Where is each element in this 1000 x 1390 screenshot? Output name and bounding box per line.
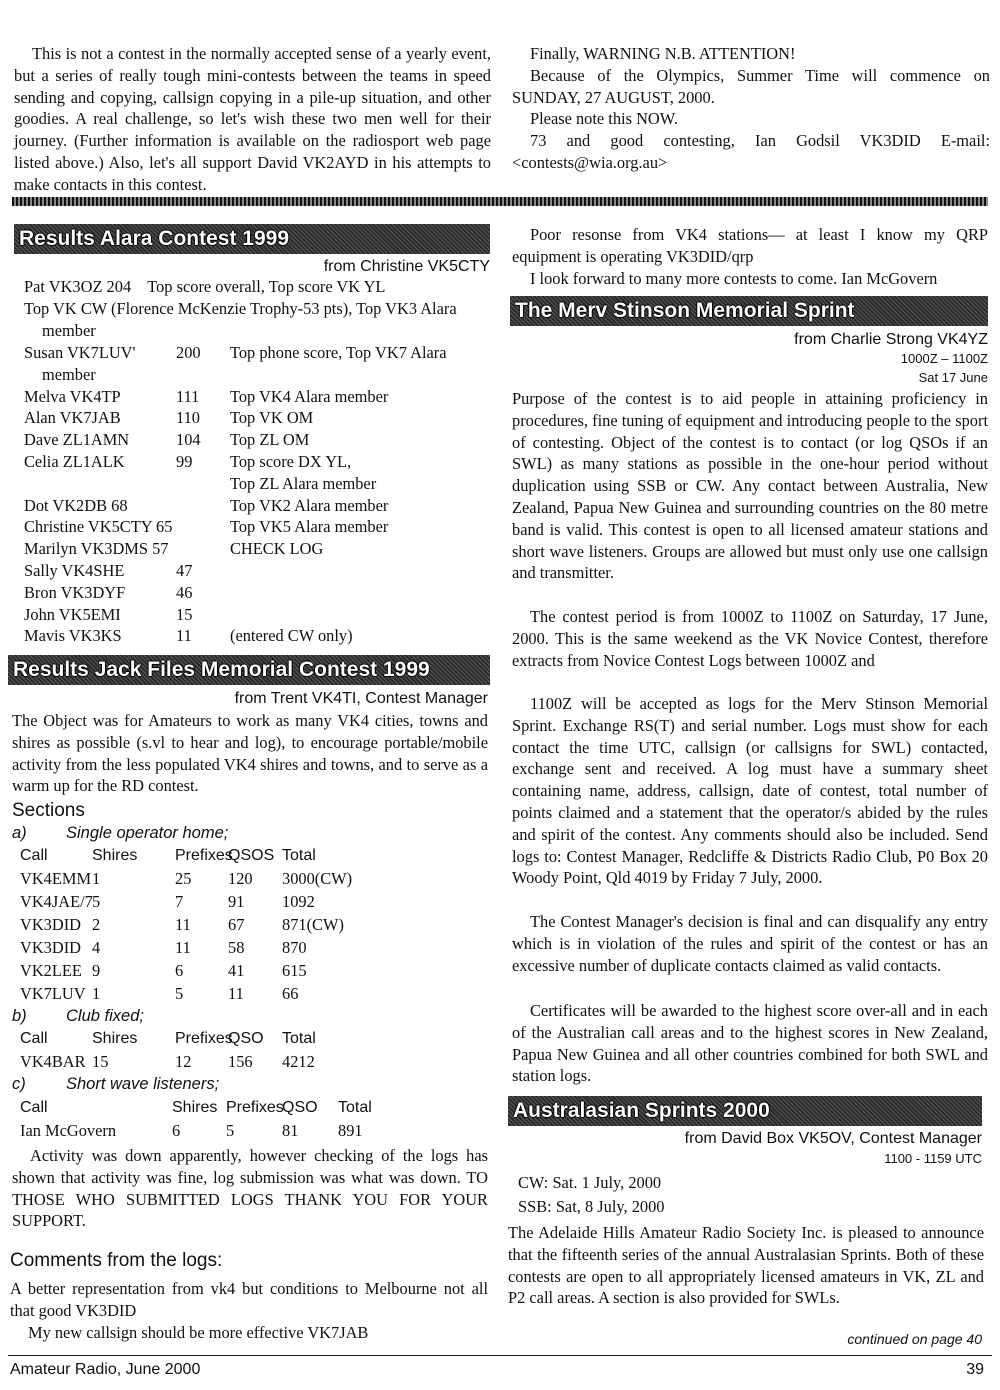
section-c-header-cell: Prefixes (226, 1099, 284, 1116)
section-divider (12, 197, 988, 206)
alara-note: Top VK2 Alara member (230, 495, 389, 515)
section-a-row (20, 891, 480, 914)
alara-note-continued: member (42, 364, 96, 384)
jack-from: from Trent VK4TI, Contest Manager (234, 690, 488, 707)
section-a-cell: 9 (92, 961, 101, 980)
alara-note: Top VK5 Alara member (230, 517, 389, 537)
section-a-cell: 11 (175, 938, 191, 957)
footer-publication: Amateur Radio, June 2000 (10, 1361, 201, 1378)
alara-row (24, 342, 490, 386)
section-a-cell: VK3DID (20, 938, 82, 957)
alara-name: Mavis VK3KS (24, 626, 122, 646)
section-a-cell: 91 (228, 892, 245, 911)
section-a-header-cell: Call (20, 847, 48, 864)
continued-note: continued on page 40 (847, 1331, 982, 1347)
alara-name: Christine VK5CTY 65 (24, 517, 173, 537)
alara-row (24, 386, 490, 408)
alara-score: 46 (176, 582, 193, 602)
alara-name: Susan VK7LUV' (24, 343, 136, 362)
section-a-label: a) (12, 824, 27, 842)
section-b-cell: 4212 (282, 1052, 315, 1071)
section-b-cell: 15 (92, 1052, 109, 1071)
merv-purpose: Purpose of the contest is to aid people in attaining proficiency in procedures, fine tuning of equipment and introducing people to the sport of contesting. Object of the contest is to contact (or log QSOs if an SWL) as many stations as possible in the one-hour period without duplication using SSB or CW. Any contact between Australia, New Zealand, Papua New Guinea and surrounding countries on the 80 metre band is valid. This contest is open to all licensed amateur stations and short wave listeners. Groups are allowed but must only use one callsign and transmitter. (512, 389, 988, 583)
alara-row (24, 516, 490, 538)
alara-row (24, 560, 490, 582)
alara-name: Sally VK4SHE (24, 561, 125, 580)
section-b-cell: 156 (228, 1052, 253, 1071)
alara-row (24, 582, 490, 604)
warning-heading: Finally, WARNING N.B. ATTENTION! (530, 44, 796, 63)
alara-name: Bron VK3DYF (24, 582, 126, 602)
section-a-header-row (20, 845, 480, 868)
merv-time: 1000Z – 1100Z (900, 351, 988, 366)
section-c-row (20, 1120, 480, 1143)
section-a-cell: 4 (92, 938, 101, 957)
warning-block (512, 43, 990, 174)
section-a-cell: 7 (175, 892, 184, 911)
alara-title-banner: Results Alara Contest 1999 (14, 224, 490, 254)
alara-score: 104 (176, 430, 201, 450)
section-b-header-cell: Call (20, 1030, 48, 1047)
aus-utc: 1100 - 1159 UTC (884, 1151, 982, 1166)
alara-note: Top ZL OM (230, 430, 310, 450)
section-a-cell: 11 (175, 915, 191, 934)
merv-date: Sat 17 June (918, 370, 988, 385)
section-c-header-cell: QSO (282, 1099, 318, 1116)
aus-title-banner: Australasian Sprints 2000 (508, 1096, 982, 1126)
section-b-header-cell: Total (282, 1030, 316, 1047)
alara-results-table (24, 342, 490, 647)
section-a-cell: 41 (228, 961, 245, 980)
alara-score: 15 (176, 604, 193, 624)
section-a-cell: 870 (282, 938, 307, 957)
alara-score: 11 (176, 626, 192, 646)
section-c-label: c) (12, 1075, 26, 1093)
section-a-table (20, 845, 480, 1005)
forward-paragraph: I look forward to many more contests to come. Ian McGovern (530, 269, 938, 288)
poor-response-paragraph: Poor resonse from VK4 stations— at least I know my QRP equipment is operating VK3DID/qrp (512, 225, 988, 266)
comment-1: A better representation from vk4 but conditions to Melbourne not all that good VK3DID (10, 1279, 488, 1320)
alara-note: Top score DX YL, (230, 452, 352, 471)
alara-note: Top ZL Alara member (230, 473, 377, 493)
section-b-row (20, 1051, 480, 1074)
merv-logs: 1100Z will be accepted as logs for the Merv Stinson Memorial Sprint. Exchange RS(T) and serial number. Logs must show for each contact the time UTC, callsign (or callsigns for SWL) contacted, exchange sent and received. A log must have a summary sheet containing name, address, callsign, date of contest, total number of points claimed and a statement that the operator/s abided by the rules and spirit of the contest. Any comments should also be included. Send logs to: Contest Manager, Redcliffe & Districts Radio Club, P0 Box 20 Woody Point, Qld 4019 by Friday 7 July, 2000. (512, 694, 988, 888)
page-number: 39 (966, 1361, 984, 1378)
alara-note: CHECK LOG (230, 539, 324, 559)
section-a-header-cell: Total (282, 847, 316, 864)
merv-from: from Charlie Strong VK4YZ (794, 331, 988, 348)
alara-note: Top VK OM (230, 408, 314, 428)
section-a-cell: 67 (228, 915, 245, 934)
merv-certificates: Certificates will be awarded to the highest score over-all and in each of the Australian call areas and to the highest scores in New Zealand, Papua New Guinea and all other countries combined for both SWL and station logs. (512, 1001, 988, 1086)
alara-row (24, 495, 490, 517)
section-a-cell: VK4EMM (20, 869, 92, 888)
section-a-row (20, 868, 480, 891)
alara-name: Melva VK4TP (24, 386, 121, 406)
section-c-header-cell: Call (20, 1099, 48, 1116)
alara-score: 110 (176, 408, 200, 428)
comments-heading: Comments from the logs: (10, 1250, 223, 1271)
section-a-cell: 615 (282, 961, 307, 980)
section-b-title: Club fixed; (66, 1007, 144, 1025)
alara-row (24, 451, 490, 473)
section-c-cell: 891 (338, 1121, 363, 1140)
intro-paragraph: This is not a contest in the normally accepted sense of a yearly event, but a series of really tough mini-contests between the teams in speed sending and copying, callsign copying in a pile-up situation, and other goodies. A real challenge, so let's wish these two men well for their journey. (Further information is available on the radiosport web page listed above.) Also, let's all support David VK2AYD in his attempts to make contacts in this contest. (14, 44, 491, 194)
aus-from: from David Box VK5OV, Contest Manager (684, 1130, 982, 1147)
section-a-row (20, 937, 480, 960)
section-a-cell: VK2LEE (20, 961, 82, 980)
sections-heading: Sections (12, 800, 85, 821)
merv-title-banner: The Merv Stinson Memorial Sprint (510, 296, 988, 326)
comment-2: My new callsign should be more effective VK7JAB (28, 1323, 369, 1342)
alara-row (24, 407, 490, 429)
section-c-cell: Ian McGovern (20, 1121, 117, 1140)
section-a-header-cell: Shires (92, 847, 138, 864)
olympics-notice: Because of the Olympics, Summer Time will commence on SUNDAY, 27 AUGUST, 2000. (512, 65, 990, 107)
alara-line-1: Pat VK3OZ 204 Top score overall, Top score VK YL (24, 277, 386, 296)
merv-decision: The Contest Manager's decision is final and can disqualify any entry which is in violation of the rules and spirit of the contest or has an excessive number of duplicate contacts claimed as valid contacts. (512, 912, 988, 975)
section-a-cell: 66 (282, 984, 299, 1003)
footer-rule (8, 1355, 992, 1356)
jack-title-banner: Results Jack Files Memorial Contest 1999 (8, 655, 490, 685)
alara-score: 200 (176, 343, 201, 362)
section-b-table (20, 1028, 480, 1076)
section-a-row (20, 960, 480, 983)
section-a-cell: 1 (92, 984, 101, 1003)
alara-row (24, 538, 490, 560)
alara-name: Celia ZL1ALK (24, 452, 125, 471)
section-a-cell: 58 (228, 938, 245, 957)
alara-score: 47 (176, 561, 193, 580)
section-c-cell: 81 (282, 1121, 299, 1140)
alara-score: 111 (176, 386, 200, 406)
section-a-row (20, 983, 480, 1006)
alara-note: Top phone score, Top VK7 Alara (230, 343, 447, 362)
section-c-header-cell: Total (338, 1099, 372, 1116)
section-c-cell: 6 (172, 1121, 181, 1140)
section-c-header-row (20, 1097, 480, 1120)
aus-cw-date: CW: Sat. 1 July, 2000 (518, 1173, 662, 1192)
section-a-cell: 120 (228, 869, 253, 888)
section-b-cell: VK4BAR (20, 1052, 86, 1071)
section-a-cell: 6 (175, 961, 184, 980)
section-b-header-cell: Shires (92, 1030, 138, 1047)
section-a-cell: 25 (175, 869, 192, 888)
section-a-title: Single operator home; (66, 824, 229, 842)
section-a-cell: 3000(CW) (282, 869, 353, 888)
section-c-table (20, 1097, 480, 1145)
merv-period: The contest period is from 1000Z to 1100Z on Saturday, 17 June, 2000. This is the same weekend as the VK Novice Contest, therefore extracts from Novice Contest Logs between 1000Z and (512, 607, 988, 670)
alara-name: Dot VK2DB 68 (24, 495, 128, 515)
section-a-cell: 5 (175, 984, 184, 1003)
activity-paragraph: Activity was down apparently, however checking of the logs has shown that activity was fine, log submission was what was down. TO THOSE WHO SUBMITTED LOGS THANK YOU FOR YOUR SUPPORT. (12, 1146, 488, 1231)
alara-name: Alan VK7JAB (24, 408, 121, 428)
section-a-cell: 11 (228, 984, 244, 1003)
section-b-cell: 12 (175, 1052, 192, 1071)
section-b-header-row (20, 1028, 480, 1051)
section-a-header-cell: QSOS (228, 847, 275, 864)
section-a-cell: 1 (92, 869, 101, 888)
alara-row (24, 473, 490, 495)
alara-note: (entered CW only) (230, 626, 353, 646)
aus-ssb-date: SSB: Sat, 8 July, 2000 (518, 1197, 665, 1216)
section-a-cell: 1092 (282, 892, 315, 911)
alara-line-2: Top VK CW (Florence McKenzie Trophy-53 pts), Top VK3 Alara member (24, 299, 457, 340)
alara-row (24, 604, 490, 626)
section-a-cell: VK4JAE/7 (20, 892, 93, 911)
alara-name: John VK5EMI (24, 604, 121, 624)
alara-name: Marilyn VK3DMS 57 (24, 539, 169, 559)
section-a-cell: 5 (92, 892, 101, 911)
alara-name: Dave ZL1AMN (24, 430, 130, 450)
section-a-cell: VK3DID (20, 915, 82, 934)
alara-note: Top VK4 Alara member (230, 386, 389, 406)
section-c-header-cell: Shires (172, 1099, 218, 1116)
jack-intro: The Object was for Amateurs to work as many VK4 cities, towns and shires as possible (s.vl to hear and log), to encourage portable/mobile activity from the less populated VK4 shires and towns, and to serve as a warm up for the RD contest. (12, 711, 488, 796)
section-c-cell: 5 (226, 1121, 235, 1140)
alara-row (24, 429, 490, 451)
section-b-header-cell: QSO (228, 1030, 264, 1047)
aus-intro: The Adelaide Hills Amateur Radio Society Inc. is pleased to announce that the fifteenth series of the annual Australasian Sprints. Both of these contests are open to all appropriately licensed amateurs in VK, ZL and P2 call areas. A section is also provided for SWLs. (508, 1223, 984, 1308)
signoff-line: 73 and good contesting, Ian Godsil VK3DID E-mail: <contests@wia.org.au> (512, 131, 990, 172)
section-a-cell: 2 (92, 915, 101, 934)
alara-from: from Christine VK5CTY (323, 258, 490, 275)
section-b-label: b) (12, 1007, 27, 1025)
section-a-row (20, 914, 480, 937)
alara-score: 99 (176, 452, 193, 471)
section-a-cell: 871(CW) (282, 915, 344, 934)
section-a-cell: VK7LUV (20, 984, 86, 1003)
section-b-header-cell: Prefixes (175, 1030, 233, 1047)
section-c-title: Short wave listeners; (66, 1075, 220, 1093)
alara-row (24, 625, 490, 647)
section-a-header-cell: Prefixes (175, 847, 233, 864)
note-line: Please note this NOW. (530, 109, 678, 129)
